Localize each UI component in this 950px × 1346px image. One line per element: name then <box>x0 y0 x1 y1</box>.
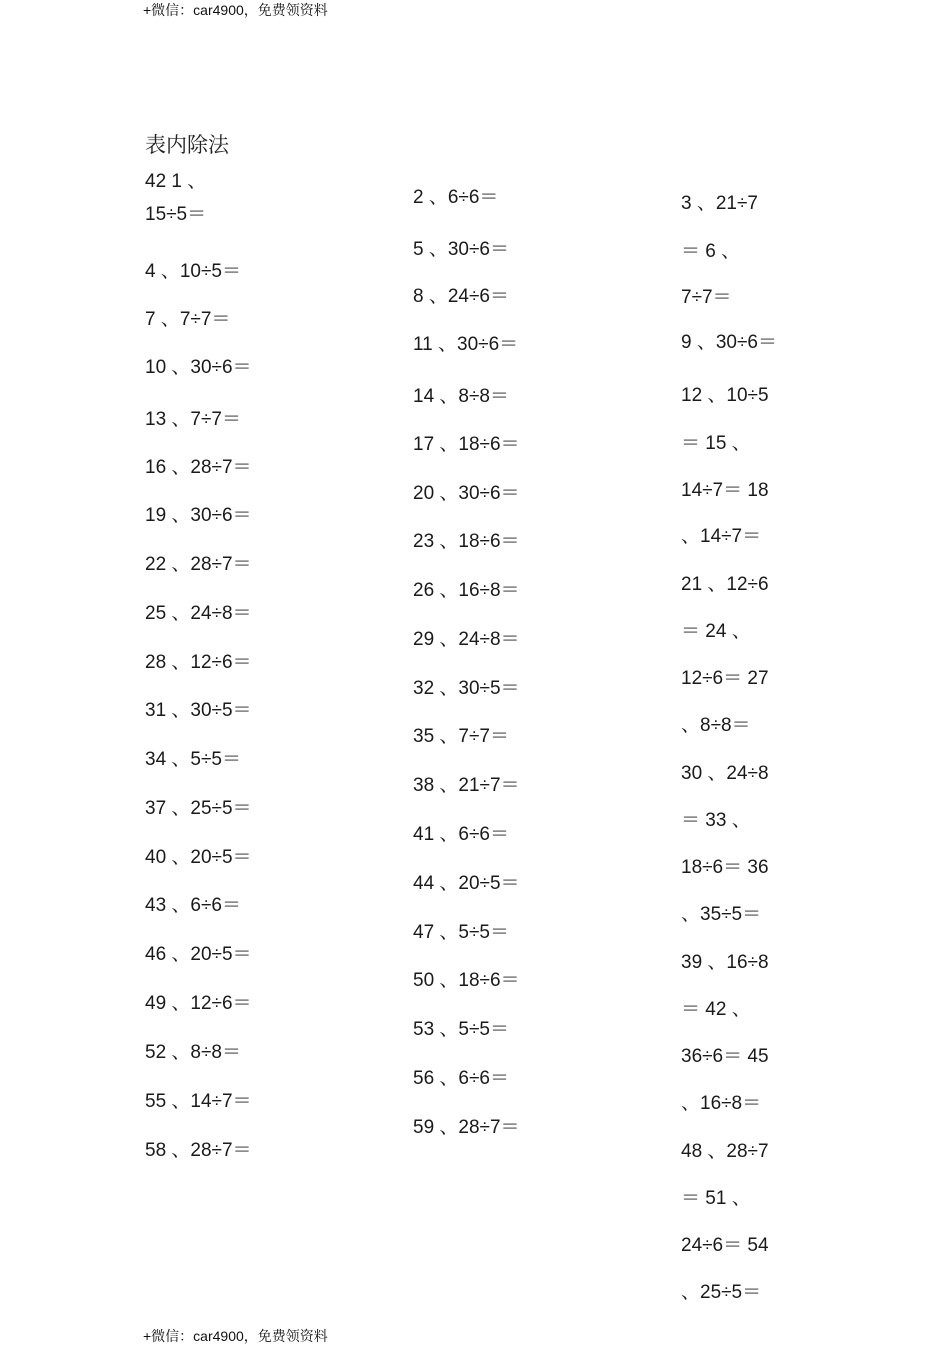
problem-line: 25 、24÷8＝ <box>145 603 252 624</box>
problem-line: 9 、30÷6＝ <box>681 332 777 353</box>
problem-line: 58 、28÷7＝ <box>145 1140 252 1161</box>
problem-line: 59 、28÷7＝ <box>413 1117 520 1138</box>
problem-line: ＝ 33 、 <box>681 810 751 831</box>
problem-line: 39 、16÷8 <box>681 952 769 973</box>
watermark-top: +微信：car4900，免费领资料 <box>143 2 328 18</box>
problem-line: ＝ 15 、 <box>681 433 751 454</box>
problem-line: 36÷6＝ 45 <box>681 1046 769 1067</box>
problem-line: 4 、10÷5＝ <box>145 261 241 282</box>
problem-line: 2 、6÷6＝ <box>413 187 499 208</box>
problem-line: 46 、20÷5＝ <box>145 944 252 965</box>
problem-line: 50 、18÷6＝ <box>413 970 520 991</box>
problem-line: 26 、16÷8＝ <box>413 580 520 601</box>
problem-line: 、25÷5＝ <box>681 1282 762 1303</box>
problem-line: 23 、18÷6＝ <box>413 531 520 552</box>
problem-line: 47 、5÷5＝ <box>413 922 509 943</box>
problem-line: 34 、5÷5＝ <box>145 749 241 770</box>
problem-line: 43 、6÷6＝ <box>145 895 241 916</box>
watermark-bottom: +微信：car4900，免费领资料 <box>143 1328 328 1344</box>
problem-line: 55 、14÷7＝ <box>145 1091 252 1112</box>
problem-line: 41 、6÷6＝ <box>413 824 509 845</box>
problem-line: 53 、5÷5＝ <box>413 1019 509 1040</box>
problem-line: 5 、30÷6＝ <box>413 239 509 260</box>
problem-line: 14÷7＝ 18 <box>681 480 769 501</box>
problem-line: 28 、12÷6＝ <box>145 652 252 673</box>
problem-line: 35 、7÷7＝ <box>413 726 509 747</box>
problem-line: 13 、7÷7＝ <box>145 409 241 430</box>
problem-line: 40 、20÷5＝ <box>145 847 252 868</box>
problem-line: 44 、20÷5＝ <box>413 873 520 894</box>
problem-line: 52 、8÷8＝ <box>145 1042 241 1063</box>
problem-line: 29 、24÷8＝ <box>413 629 520 650</box>
problem-line: 30 、24÷8 <box>681 763 769 784</box>
problem-line: 12 、10÷5 <box>681 385 769 406</box>
problem-line: ＝ 6 、 <box>681 241 741 262</box>
problem-line: 、8÷8＝ <box>681 715 751 736</box>
problem-line: 、14÷7＝ <box>681 526 762 547</box>
problem-line: 48 、28÷7 <box>681 1141 769 1162</box>
problem-line: 10 、30÷6＝ <box>145 357 252 378</box>
problem-line: 37 、25÷5＝ <box>145 798 252 819</box>
problem-line: 18÷6＝ 36 <box>681 857 769 878</box>
problem-line: 12÷6＝ 27 <box>681 668 769 689</box>
problem-line: 49 、12÷6＝ <box>145 993 252 1014</box>
problem-line: 22 、28÷7＝ <box>145 554 252 575</box>
problem-line: 42 1 、 <box>145 171 207 192</box>
problem-line: 19 、30÷6＝ <box>145 505 252 526</box>
problem-line: 8 、24÷6＝ <box>413 286 509 307</box>
problem-line: 17 、18÷6＝ <box>413 434 520 455</box>
problem-line: 、16÷8＝ <box>681 1093 762 1114</box>
problem-line: 21 、12÷6 <box>681 574 769 595</box>
problem-line: 31 、30÷5＝ <box>145 700 252 721</box>
problem-line: ＝ 24 、 <box>681 621 751 642</box>
problem-line: 20 、30÷6＝ <box>413 483 520 504</box>
page-title: 表内除法 <box>145 133 229 157</box>
problem-line: 7÷7＝ <box>681 287 732 308</box>
problem-line: 56 、6÷6＝ <box>413 1068 509 1089</box>
problem-line: 16 、28÷7＝ <box>145 457 252 478</box>
problem-line: 、35÷5＝ <box>681 904 762 925</box>
problem-line: 14 、8÷8＝ <box>413 386 509 407</box>
problem-line: 38 、21÷7＝ <box>413 775 520 796</box>
problem-line: ＝ 42 、 <box>681 999 751 1020</box>
problem-line: 24÷6＝ 54 <box>681 1235 769 1256</box>
problem-line: 7 、7÷7＝ <box>145 309 231 330</box>
problem-line: 3 、21÷7 <box>681 193 758 214</box>
problem-line: 11 、30÷6＝ <box>413 334 519 355</box>
problem-line: 32 、30÷5＝ <box>413 678 520 699</box>
problem-line: 15÷5＝ <box>145 204 207 225</box>
problem-line: ＝ 51 、 <box>681 1188 751 1209</box>
